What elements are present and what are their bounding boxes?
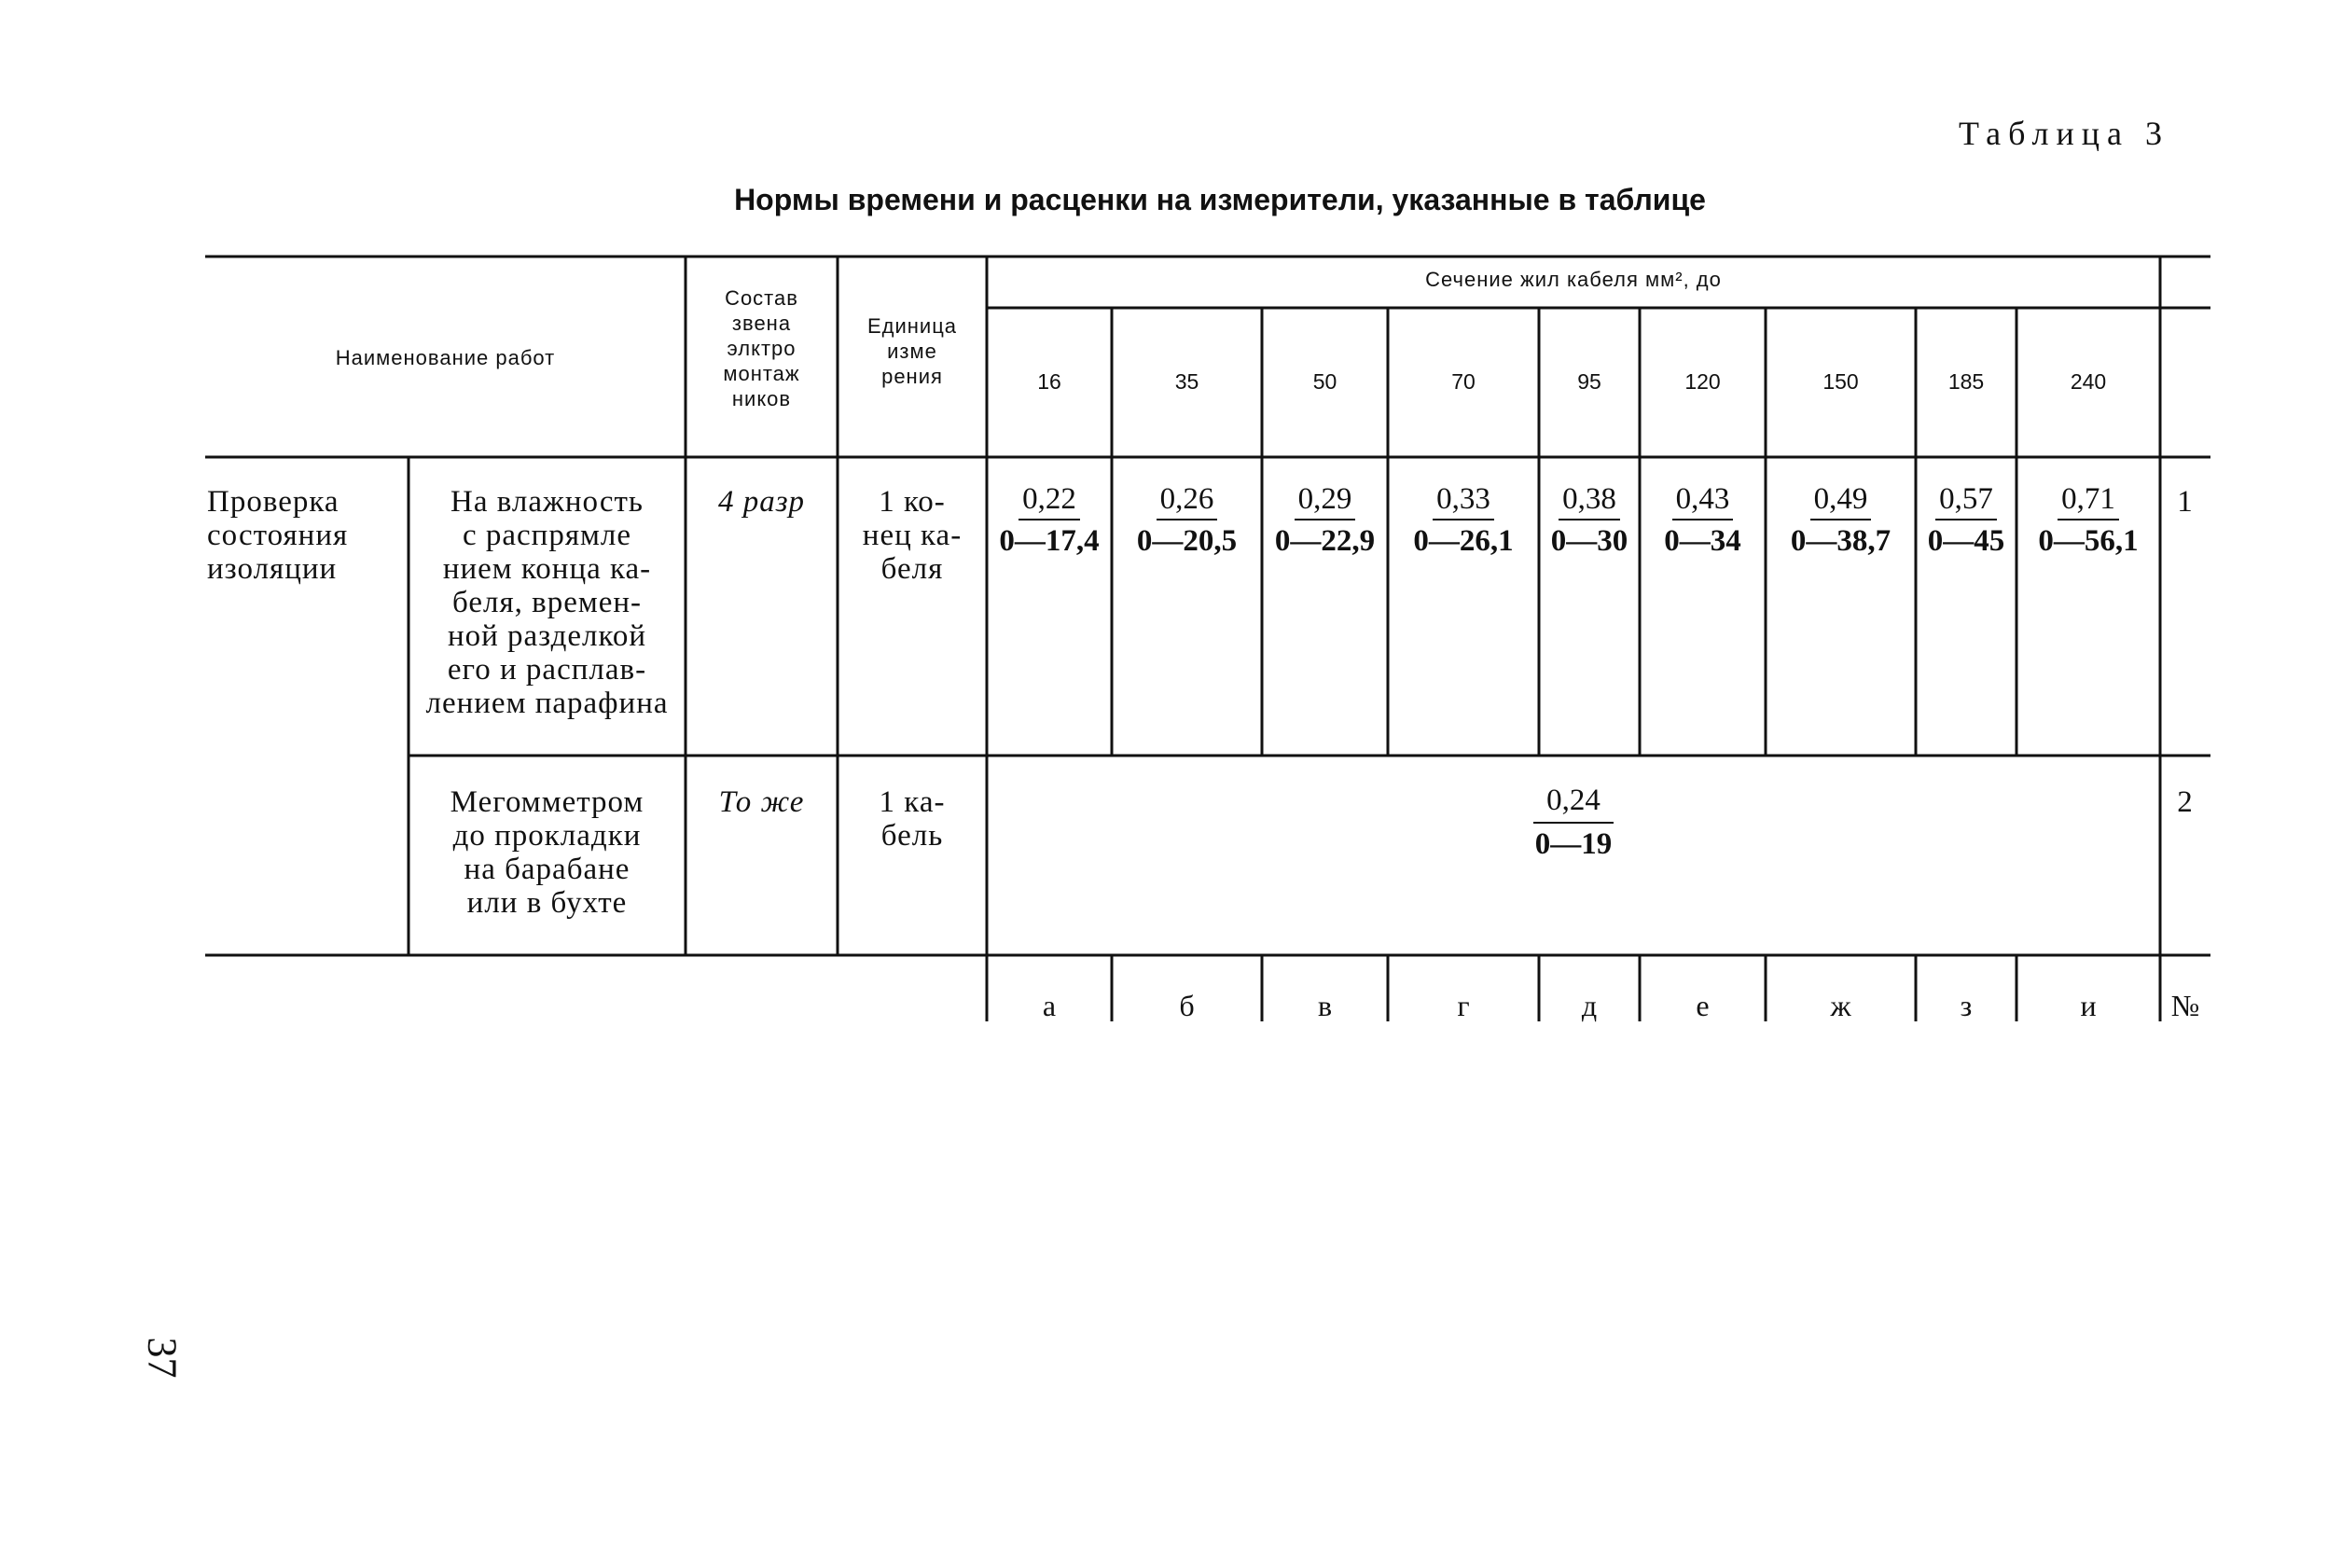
column-letter: б: [1179, 989, 1195, 1022]
section-col-header: 150: [1822, 369, 1859, 394]
row-1-work: На влажность с распрямле нием конца ка- беля, времен- ной разделкой его и расплав- лением парафина: [425, 485, 669, 720]
column-letter: з: [1960, 989, 1973, 1022]
header-unit: Единица изме рения: [866, 314, 958, 388]
row-group-label: Проверка состояния изоляции: [207, 485, 349, 586]
header-crew: Состав звена элктро монтаж ников: [723, 286, 800, 410]
section-col-header: 240: [2070, 369, 2107, 394]
value-cell: $\frac{0,33}{0—26,1}$: [1413, 482, 1514, 558]
row-2-work: Мегомметром до прокладки на барабане или в бухте: [450, 785, 644, 920]
table-title: Нормы времени и расценки на измерители, указанные в таблице: [734, 183, 1706, 216]
column-letter: и: [2080, 989, 2097, 1022]
section-col-header: 70: [1451, 369, 1476, 394]
section-col-header: 50: [1312, 369, 1337, 394]
value-cell: $\frac{0,29}{0—22,9}$: [1274, 482, 1376, 558]
header-section-caption: Сечение жил кабеля мм², до: [1425, 268, 1722, 291]
section-col-header: 185: [1947, 369, 1985, 394]
value-cell: $\frac{0,26}{0—20,5}$: [1136, 482, 1238, 558]
column-letter: е: [1696, 989, 1710, 1022]
value-cell: $\frac{0,43}{0—34}$: [1664, 482, 1741, 558]
page-number: 37: [139, 1337, 186, 1379]
merged-value-cell: $\frac{0,24}{0—19}$: [1534, 784, 1613, 861]
column-letter: в: [1317, 989, 1333, 1022]
row-1-crew: 4 разр: [717, 485, 806, 519]
header-work-name: Наименование работ: [335, 346, 556, 369]
column-letter: г: [1457, 989, 1470, 1022]
row-2-crew: То же: [718, 785, 805, 819]
column-letter: д: [1581, 989, 1598, 1022]
section-col-header: 95: [1577, 369, 1601, 394]
value-cell: $\frac{0,22}{0—17,4}$: [999, 482, 1100, 558]
section-col-header: 35: [1174, 369, 1199, 394]
row-2-unit: 1 ка- бель: [879, 785, 946, 853]
row-1-unit: 1 ко- нец ка- беля: [862, 485, 963, 586]
column-letter: а: [1042, 989, 1057, 1022]
section-col-header: 120: [1684, 369, 1721, 394]
row-1-number: 1: [2177, 485, 2194, 519]
table-label: Таблица 3: [1959, 115, 2169, 152]
number-sign: №: [2170, 989, 2200, 1022]
row-2-number: 2: [2177, 785, 2194, 819]
value-cell: $\frac{0,38}{0—30}$: [1550, 482, 1628, 558]
value-cell: $\frac{0,71}{0—56,1}$: [2038, 482, 2139, 558]
value-cell: $\frac{0,57}{0—45}$: [1927, 482, 2005, 558]
value-cell: $\frac{0,49}{0—38,7}$: [1790, 482, 1892, 558]
column-letter: ж: [1830, 989, 1851, 1022]
section-col-header: 16: [1037, 369, 1061, 394]
